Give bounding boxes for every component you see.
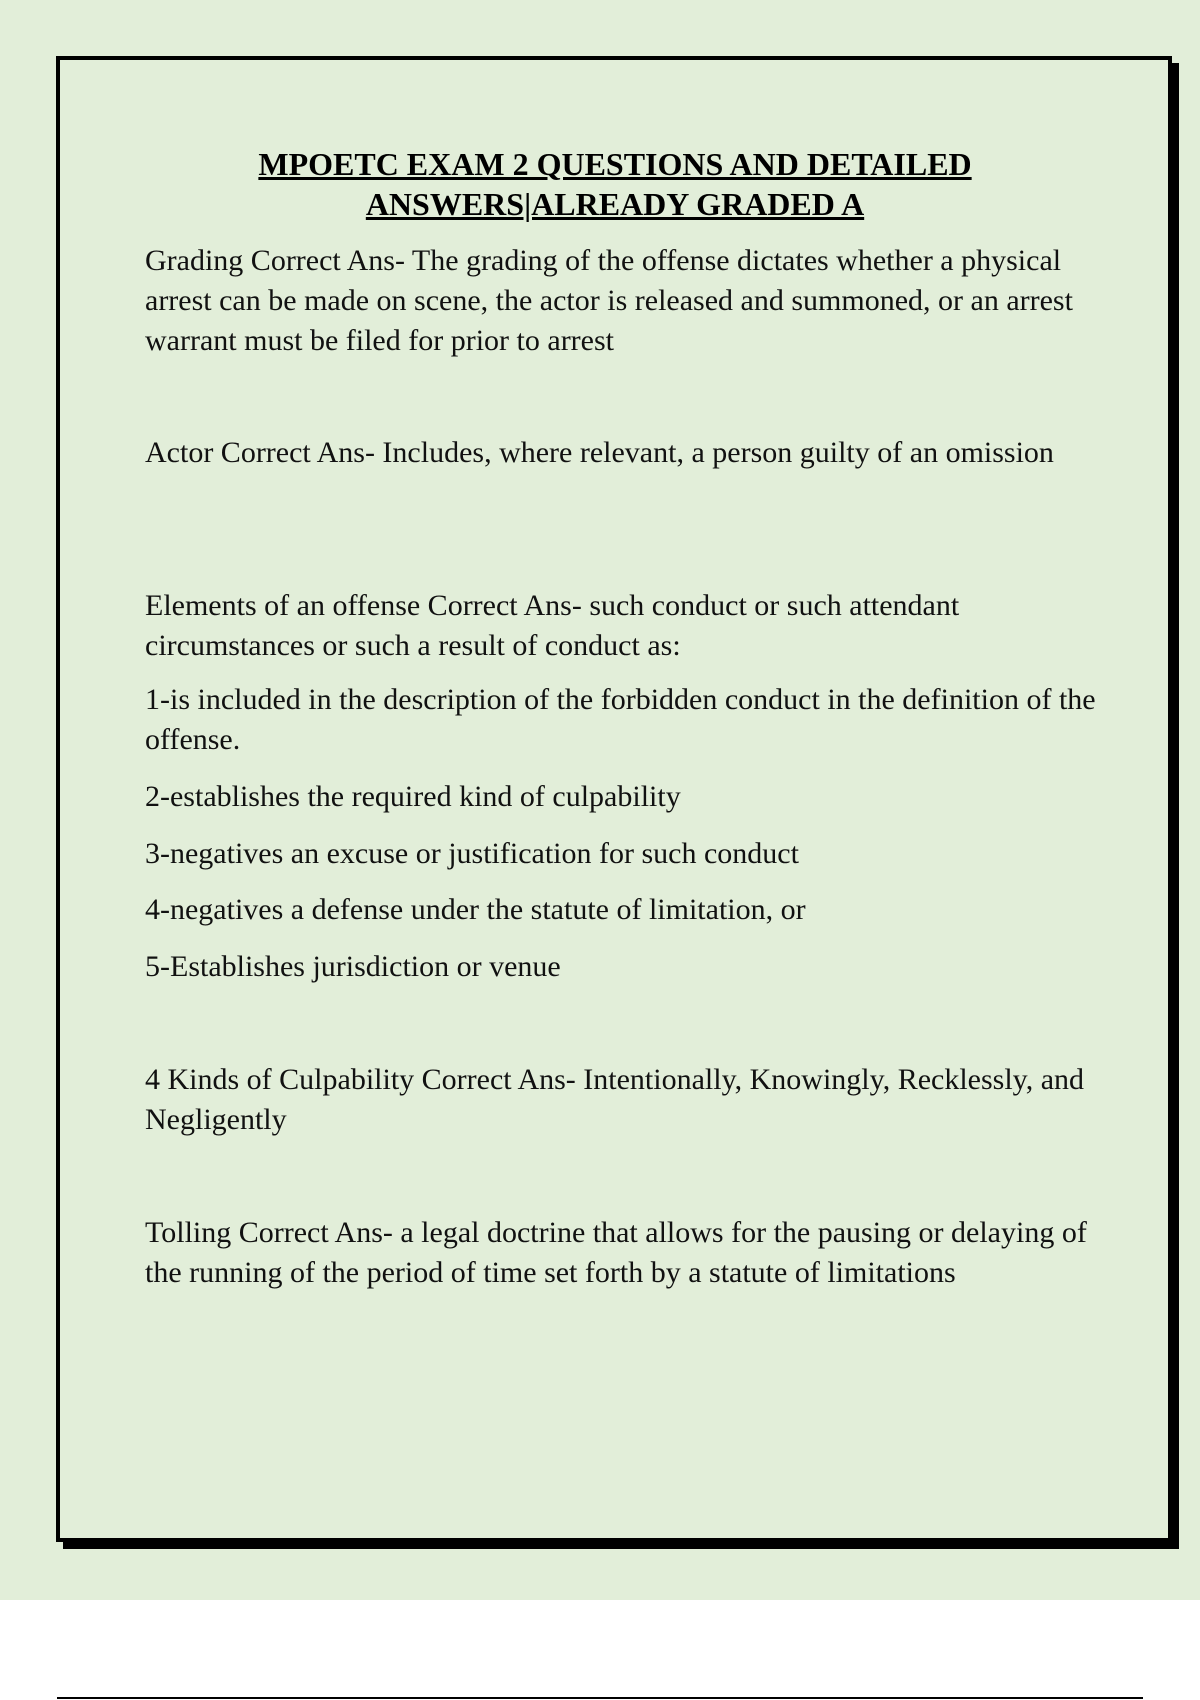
elements-list-item: 3-negatives an excuse or justification for such conduct (145, 837, 799, 870)
entry-elements: Elements of an offense Correct Ans- such conduct or such attendant circumstances or such a result of conduct as: (145, 589, 960, 662)
entry-tolling: Tolling Correct Ans- a legal doctrine that allows for the pausing or delaying of the running of the period of time set forth by a statute of limitations (145, 1216, 1087, 1289)
elements-list-item: 2-establishes the required kind of culpability (145, 780, 681, 813)
title-line-2: ANSWERS|ALREADY GRADED A (365, 186, 865, 222)
entry-actor: Actor Correct Ans- Includes, where relevant, a person guilty of an omission (145, 436, 1054, 469)
elements-list-item: 5-Establishes jurisdiction or venue (145, 950, 561, 983)
footer-rule (57, 1697, 1143, 1699)
document-title (90, 144, 1140, 224)
elements-list-item: 1-is included in the description of the forbidden conduct in the definition of the offense. (145, 683, 1096, 756)
elements-list-item: 4-negatives a defense under the statute of limitation, or (145, 893, 806, 926)
entry-grading: Grading Correct Ans- The grading of the offense dictates whether a physical arrest can be made on scene, the actor is released and summoned, or an arrest warrant must be filed for prior to arrest (145, 244, 1073, 357)
entry-culpability: 4 Kinds of Culpability Correct Ans- Intentionally, Knowingly, Recklessly, and Negligently (145, 1063, 1085, 1136)
title-line-1: MPOETC EXAM 2 QUESTIONS AND DETAILED (258, 146, 972, 182)
